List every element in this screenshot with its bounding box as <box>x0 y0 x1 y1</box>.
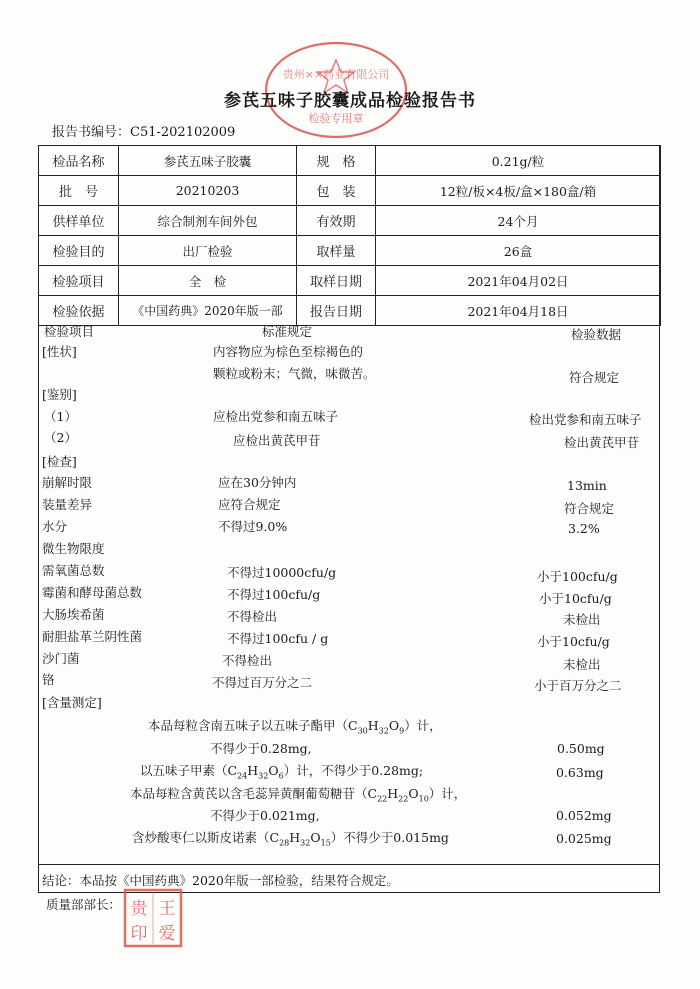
ident-std: 应检出党参和南五味子 <box>213 409 339 424</box>
micro-result: 小于10cfu/g <box>537 634 610 649</box>
report-title: 参芪五味子胶囊成品检验报告书 <box>224 91 476 111</box>
header-item: 检验项目 <box>44 324 95 339</box>
header-standard: 标准规定 <box>262 324 313 339</box>
label-basis: 检验依据 <box>39 296 119 326</box>
svg-text:贵州××药业有限公司: 贵州××药业有限公司 <box>282 68 390 81</box>
svg-text:贵: 贵 <box>130 899 148 919</box>
value-report-date: 2021年04月18日 <box>376 296 661 326</box>
result-appearance: 符合规定 <box>569 370 620 385</box>
assay-line: 不得少于0.021mg, <box>210 808 320 823</box>
assay-line: 本品每粒含南五味子以五味子酯甲$(C_{30}H_{32}O_9)$计， <box>148 718 442 736</box>
micro-std: 不得检出 <box>227 609 278 624</box>
std-appearance-1: 内容物应为棕色至棕褐色的 <box>213 344 364 359</box>
label-purpose: 检验目的 <box>39 236 119 266</box>
svg-text:王: 王 <box>158 899 176 919</box>
label-supplier: 供样单位 <box>39 206 119 236</box>
label-validity: 有效期 <box>297 206 376 236</box>
micro-result: 小于100cfu/g <box>537 569 618 584</box>
value-package: 12粒/板×4板/盒×180盒/箱 <box>376 176 661 206</box>
check-result: 3.2% <box>568 521 600 536</box>
section-identification: [鉴别] <box>42 387 77 402</box>
value-supplier: 综合制剂车间外包 <box>119 206 297 236</box>
value-validity: 24个月 <box>376 206 661 236</box>
info-table <box>38 145 661 326</box>
info-row <box>39 236 661 266</box>
divider <box>38 864 660 865</box>
micro-item: 需氧菌总数 <box>42 563 105 578</box>
micro-item: 耐胆盐革兰阴性菌 <box>42 629 143 644</box>
svg-text:检验专用章: 检验专用章 <box>308 112 364 125</box>
ident-label: （1） <box>44 409 77 424</box>
assay-result: 0.025mg <box>556 831 612 846</box>
check-result: 符合规定 <box>564 501 615 516</box>
section-inspection: [检查] <box>42 454 77 469</box>
personal-seal-stamp <box>122 887 184 949</box>
ident-result: 检出党参和南五味子 <box>529 412 642 427</box>
info-row <box>39 296 661 326</box>
micro-result: 未检出 <box>563 657 601 672</box>
section-assay: [含量测定] <box>42 695 102 710</box>
value-purpose: 出厂检验 <box>119 236 297 266</box>
check-std: 应符合规定 <box>218 497 281 512</box>
micro-std: 不得检出 <box>222 653 273 668</box>
label-sample-qty: 取样量 <box>297 236 376 266</box>
micro-std: 不得过100cfu / g <box>227 631 329 646</box>
std-appearance-2: 颗粒或粉末；气微，味微苦。 <box>213 366 376 381</box>
assay-line: 含炒酸枣仁以斯皮诺素$(C_{28}H_{32}O_{15})$不得少于0.015mg <box>132 830 449 848</box>
value-batch: 20210203 <box>119 176 297 206</box>
label-report-date: 报告日期 <box>297 296 376 326</box>
ident-result: 检出黄芪甲苷 <box>564 435 640 450</box>
micro-result: 未检出 <box>563 612 601 627</box>
check-item: 水分 <box>42 519 68 534</box>
value-sample-qty: 26盒 <box>376 236 661 266</box>
info-row <box>39 206 661 236</box>
value-product-name: 参芪五味子胶囊 <box>119 146 297 176</box>
value-sample-date: 2021年04月02日 <box>376 266 661 296</box>
signature-label: 质量部部长： <box>46 897 122 912</box>
header-result: 检验数据 <box>571 327 622 342</box>
label-test-items: 检验项目 <box>39 266 119 296</box>
ident-std: 应检出黄芪甲苷 <box>233 433 321 448</box>
micro-result: 小于10cfu/g <box>539 591 612 606</box>
value-basis: 《中国药典》2020年版一部 <box>119 296 297 326</box>
value-spec: 0.21g/粒 <box>376 146 661 176</box>
info-row <box>39 146 661 176</box>
info-row <box>39 266 661 296</box>
micro-std: 不得过100cfu/g <box>227 587 321 602</box>
assay-result: 0.63mg <box>556 765 604 780</box>
label-spec: 规 格 <box>297 146 376 176</box>
assay-line: 以五味子甲素$(C_{24}H_{32}O_6)$计，不得少于0.28mg; <box>140 763 424 781</box>
value-test-items: 全 检 <box>119 266 297 296</box>
ident-label: （2） <box>44 430 77 445</box>
micro-item: 霉菌和酵母菌总数 <box>42 585 143 600</box>
check-result: 13min <box>567 478 607 493</box>
assay-result: 0.50mg <box>557 741 605 756</box>
label-batch: 批 号 <box>39 176 119 206</box>
info-row <box>39 176 661 206</box>
micro-item: 铬 <box>42 672 55 687</box>
section-appearance: [性状] <box>42 344 77 359</box>
check-std: 不得过9.0% <box>218 519 288 534</box>
svg-text:爱: 爱 <box>158 924 176 944</box>
section-microbial: 微生物限度 <box>42 541 105 556</box>
check-std: 应在30分钟内 <box>218 475 297 490</box>
label-sample-date: 取样日期 <box>297 266 376 296</box>
report-number: 报告书编号：C51-202102009 <box>52 125 236 140</box>
micro-item: 大肠埃希菌 <box>42 607 105 622</box>
check-item: 崩解时限 <box>42 475 93 490</box>
svg-text:印: 印 <box>130 924 148 944</box>
label-product-name: 检品名称 <box>39 146 119 176</box>
micro-std: 不得过10000cfu/g <box>227 565 337 580</box>
micro-item: 沙门菌 <box>42 651 80 666</box>
conclusion: 结论：本品按《中国药典》2020年版一部检验，结果符合规定。 <box>42 873 399 888</box>
micro-std: 不得过百万分之二 <box>212 675 313 690</box>
label-package: 包 装 <box>297 176 376 206</box>
assay-result: 0.052mg <box>556 808 612 823</box>
assay-line: 不得少于0.28mg, <box>210 741 312 756</box>
assay-line: 本品每粒含黄芪以含毛蕊异黄酮葡萄糖苷$(C_{22}H_{22}O_{10})$计， <box>130 786 467 804</box>
check-item: 装量差异 <box>42 497 93 512</box>
micro-result: 小于百万分之二 <box>534 678 622 693</box>
